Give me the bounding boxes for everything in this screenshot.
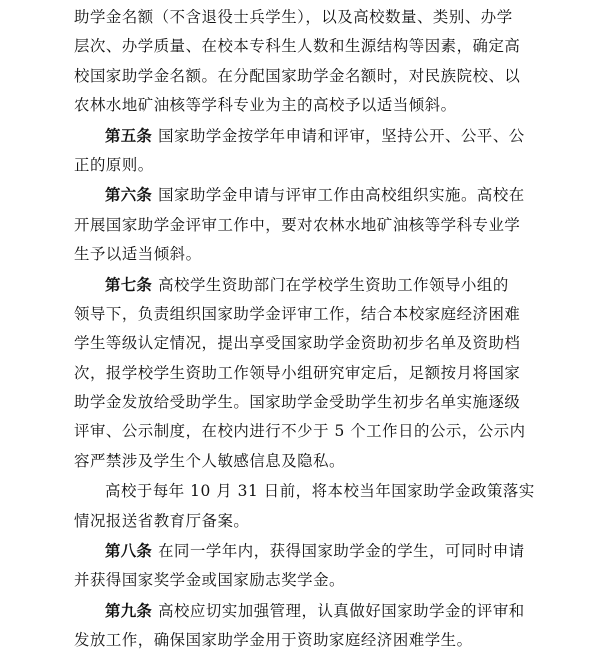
- article-8-line-2: 并获得国家奖学金或国家励志奖学金。: [74, 571, 345, 590]
- article-7-line-6: 评审、公示制度，在校内进行不少于 5 个工作日的公示，公示内: [74, 422, 526, 441]
- article-9-text: 高校应切实加强管理，认真做好国家助学金的评审和: [158, 601, 525, 620]
- article-7-line-2: 领导下，负责组织国家助学金评审工作，结合本校家庭经济困难: [74, 304, 521, 323]
- article-6-line-2: 开展国家助学金评审工作中，要对农林水地矿油核等学科专业学: [74, 215, 521, 234]
- article-7-line-4: 次，报学校学生资助工作领导小组研究审定后，足额按月将国家: [74, 363, 521, 382]
- intro-line-1: 助学金名额（不含退役士兵学生），以及高校数量、类别、办学: [74, 8, 513, 26]
- intro-line-2: 层次、办学质量、在校本专科生人数和生源结构等因素，确定高: [74, 37, 521, 56]
- article-5-line-1: [74, 122, 530, 151]
- document-page: [74, 0, 535, 656]
- article-9-heading: 第九条: [105, 601, 153, 620]
- article-7-line-7: 容严禁涉及学生个人敏感信息及隐私。: [74, 451, 345, 470]
- deadline-line-1: 高校于每年 10 月 31 日前，将本校当年国家助学金政策落实: [105, 482, 535, 501]
- intro-line-3: 校国家助学金名额。在分配国家助学金名额时，对民族院校、以: [74, 66, 521, 85]
- deadline-line-2: 情况报送省教育厅备案。: [74, 511, 250, 530]
- article-9-line-1: [74, 597, 530, 626]
- article-8-text: 在同一学年内，获得国家助学金的学生，可同时申请: [158, 542, 525, 561]
- article-6-line-1: [74, 181, 530, 210]
- intro-line-4: 农林水地矿油核等学科专业为主的高校予以适当倾斜。: [74, 96, 457, 115]
- article-8-heading: 第八条: [105, 542, 153, 561]
- article-6-heading: 第六条: [105, 186, 153, 205]
- article-7-line-1: [74, 271, 530, 300]
- article-5-line-2: 正的原则。: [74, 155, 154, 174]
- article-7-line-5: 助学金发放给受助学生。国家助学金受助学生初步名单实施逐级: [74, 393, 521, 412]
- article-6-text: 国家助学金申请与评审工作由高校组织实施。高校在: [158, 186, 525, 205]
- article-9-line-2: 发放工作，确保国家助学金用于资助家庭经济困难学生。: [74, 631, 473, 650]
- article-5-text: 国家助学金按学年申请和评审，坚持公开、公平、公: [158, 126, 525, 145]
- article-7-text: 高校学生资助部门在学校学生资助工作领导小组的: [158, 275, 509, 294]
- article-8-line-1: [74, 537, 530, 566]
- article-7-heading: 第七条: [105, 275, 153, 294]
- article-5-heading: 第五条: [105, 126, 153, 145]
- article-7-line-3: 学生等级认定情况，提出享受国家助学金资助初步名单及资助档: [74, 334, 521, 353]
- article-6-line-3: 生予以适当倾斜。: [74, 245, 202, 264]
